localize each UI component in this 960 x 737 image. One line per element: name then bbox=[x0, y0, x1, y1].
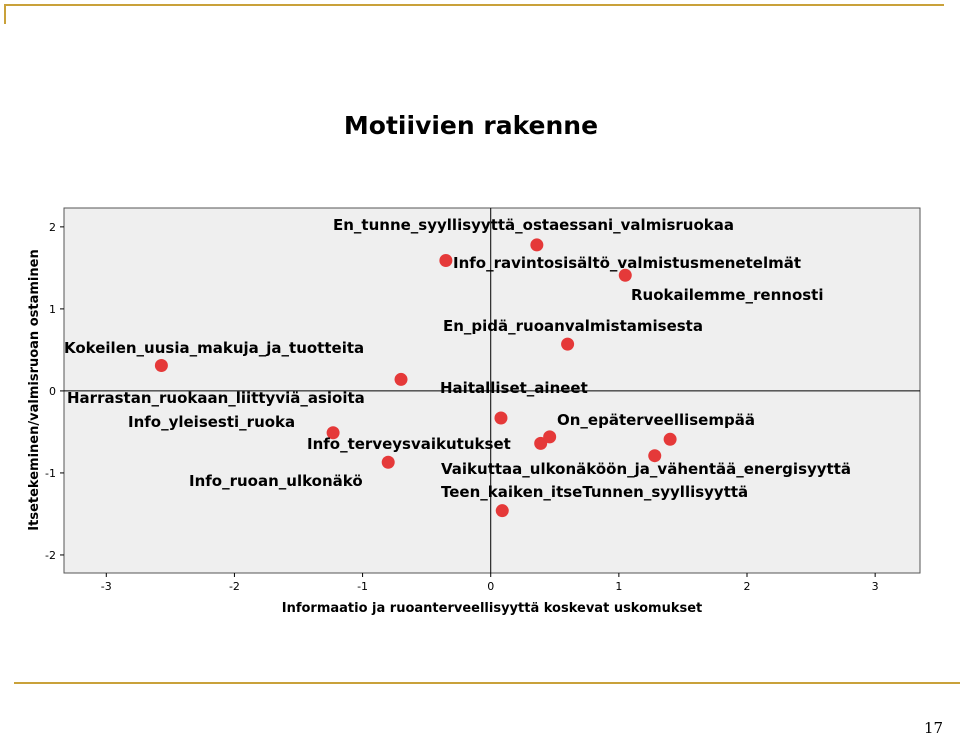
data-point bbox=[543, 430, 556, 443]
y-tick-label: -2 bbox=[45, 548, 56, 562]
annotation-label: Info_terveysvaikutukset bbox=[307, 435, 511, 453]
page-number: 17 bbox=[924, 719, 944, 737]
data-point bbox=[530, 238, 543, 251]
annotation-label: Info_ruoan_ulkonäkö bbox=[189, 472, 363, 490]
annotation-label: Vaikuttaa_ulkonäköön_ja_vähentää_energisyyttä bbox=[441, 460, 852, 478]
x-axis-title: Informaatio ja ruoanterveellisyyttä koskevat uskomukset bbox=[281, 601, 703, 616]
y-tick-label: -1 bbox=[45, 466, 56, 480]
data-point bbox=[439, 254, 452, 267]
annotation-label: En_tunne_syyllisyyttä_ostaessani_valmisruokaa bbox=[333, 216, 735, 234]
annotation-label: Info_ravintosisältö_valmistusmenetelmät bbox=[453, 254, 802, 272]
annotation-label: Ruokailemme_rennosti bbox=[631, 286, 824, 304]
data-point bbox=[494, 411, 507, 424]
annotation-label: Teen_kaiken_itseTunnen_syyllisyyttä bbox=[441, 483, 749, 501]
x-tick-label: -3 bbox=[100, 580, 112, 593]
data-point bbox=[395, 373, 408, 386]
data-point bbox=[382, 456, 395, 469]
annotation-label: En_pidä_ruoanvalmistamisesta bbox=[443, 317, 703, 335]
annotation-label: Kokeilen_uusia_makuja_ja_tuotteita bbox=[64, 339, 365, 357]
annotation-label: On_epäterveellisempää bbox=[557, 411, 755, 429]
x-tick-label: 0 bbox=[487, 580, 495, 593]
bottom-rule bbox=[14, 682, 960, 684]
y-tick-label: 1 bbox=[49, 302, 56, 316]
x-tick-label: 1 bbox=[615, 580, 623, 593]
annotation-label: Harrastan_ruokaan_liittyviä_asioita bbox=[67, 389, 365, 407]
x-tick-label: -2 bbox=[228, 580, 240, 593]
chart-title: Motiivien rakenne bbox=[343, 111, 599, 140]
annotation-label: Haitalliset_aineet bbox=[440, 379, 588, 397]
data-point bbox=[664, 433, 677, 446]
x-tick-label: -1 bbox=[357, 580, 369, 593]
y-tick-label: 2 bbox=[49, 220, 56, 234]
data-point bbox=[496, 504, 509, 517]
data-point bbox=[561, 338, 574, 351]
data-point bbox=[155, 359, 168, 372]
y-axis-title: Itsetekeminen/valmisruoan ostaminen bbox=[27, 249, 42, 531]
x-tick-label: 3 bbox=[871, 580, 879, 593]
y-tick-label: 0 bbox=[49, 384, 56, 398]
annotation-label: Info_yleisesti_ruoka bbox=[128, 413, 296, 431]
x-tick-label: 2 bbox=[743, 580, 751, 593]
